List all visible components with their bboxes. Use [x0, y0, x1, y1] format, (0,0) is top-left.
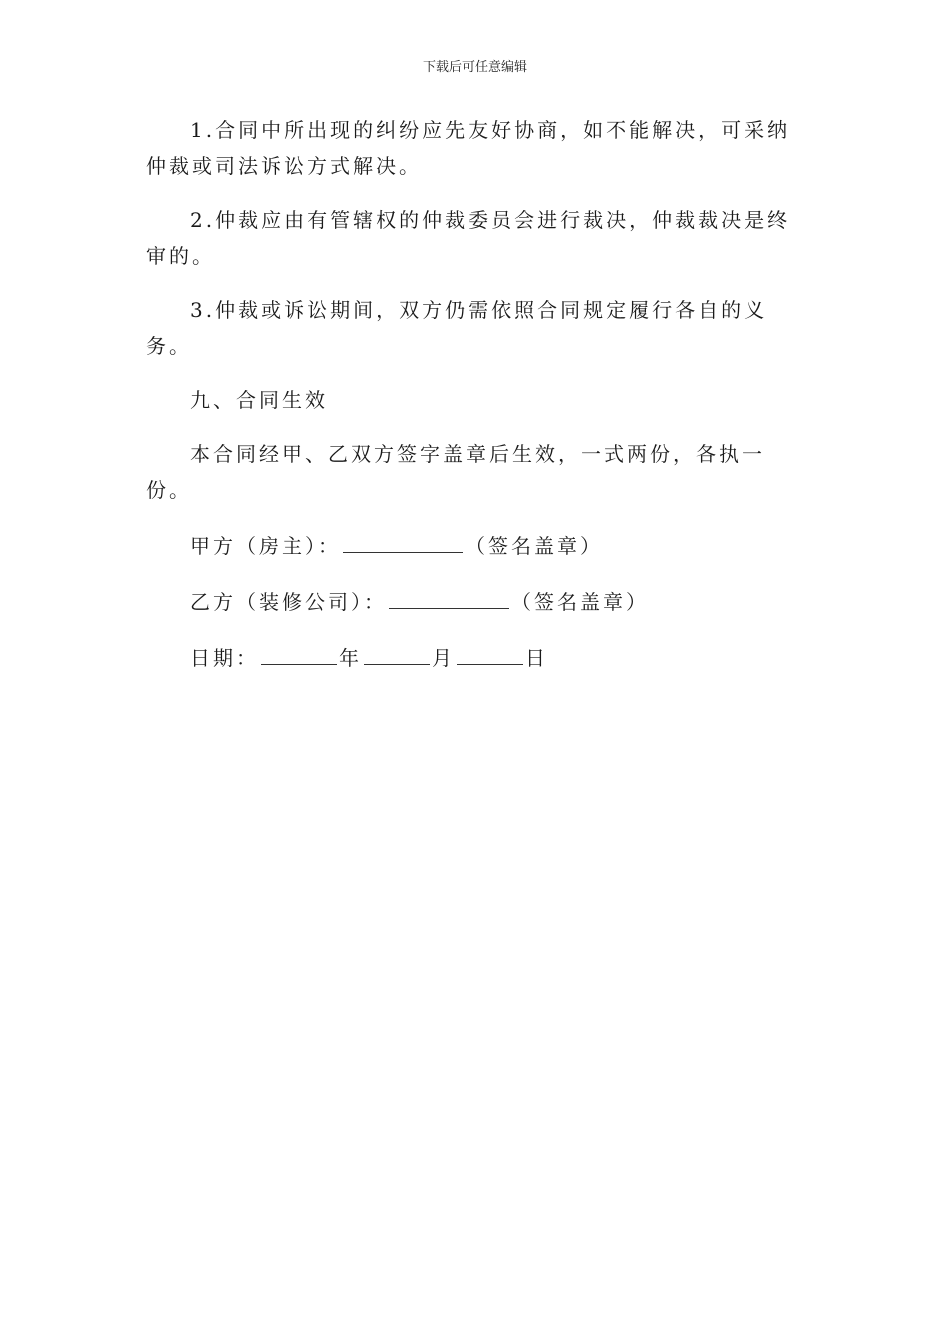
page-header: 下载后可任意编辑	[422, 60, 527, 75]
party-b-blank	[389, 582, 509, 609]
party-b-signature-line	[146, 582, 802, 620]
day-label: 日	[525, 646, 548, 670]
party-a-blank	[343, 526, 463, 553]
section-title: 九、合同生效	[190, 388, 328, 412]
party-a-suffix: （签名盖章）	[465, 534, 603, 558]
party-a-label: 甲方（房主）：	[190, 534, 341, 558]
year-label: 年	[339, 646, 362, 670]
month-label: 月	[432, 646, 455, 670]
day-blank	[457, 638, 523, 665]
party-a-signature-line	[146, 526, 802, 564]
party-b-suffix: （签名盖章）	[511, 590, 649, 614]
date-line	[146, 638, 802, 676]
date-label: 日期：	[190, 646, 259, 670]
party-b-label: 乙方（装修公司）：	[190, 590, 387, 614]
month-blank	[364, 638, 430, 665]
clause-item-3: 3.仲裁或诉讼期间，双方仍需依照合同规定履行各自的义务。	[146, 298, 768, 358]
effect-text: 本合同经甲、乙双方签字盖章后生效，一式两份，各执一份。	[146, 442, 765, 502]
year-blank	[261, 638, 337, 665]
clause-item-2: 2.仲裁应由有管辖权的仲裁委员会进行裁决，仲裁裁决是终审的。	[146, 208, 791, 268]
clause-item-1: 1.合同中所出现的纠纷应先友好协商，如不能解决，可采纳仲裁或司法诉讼方式解决。	[146, 118, 791, 178]
document-body	[146, 112, 802, 694]
